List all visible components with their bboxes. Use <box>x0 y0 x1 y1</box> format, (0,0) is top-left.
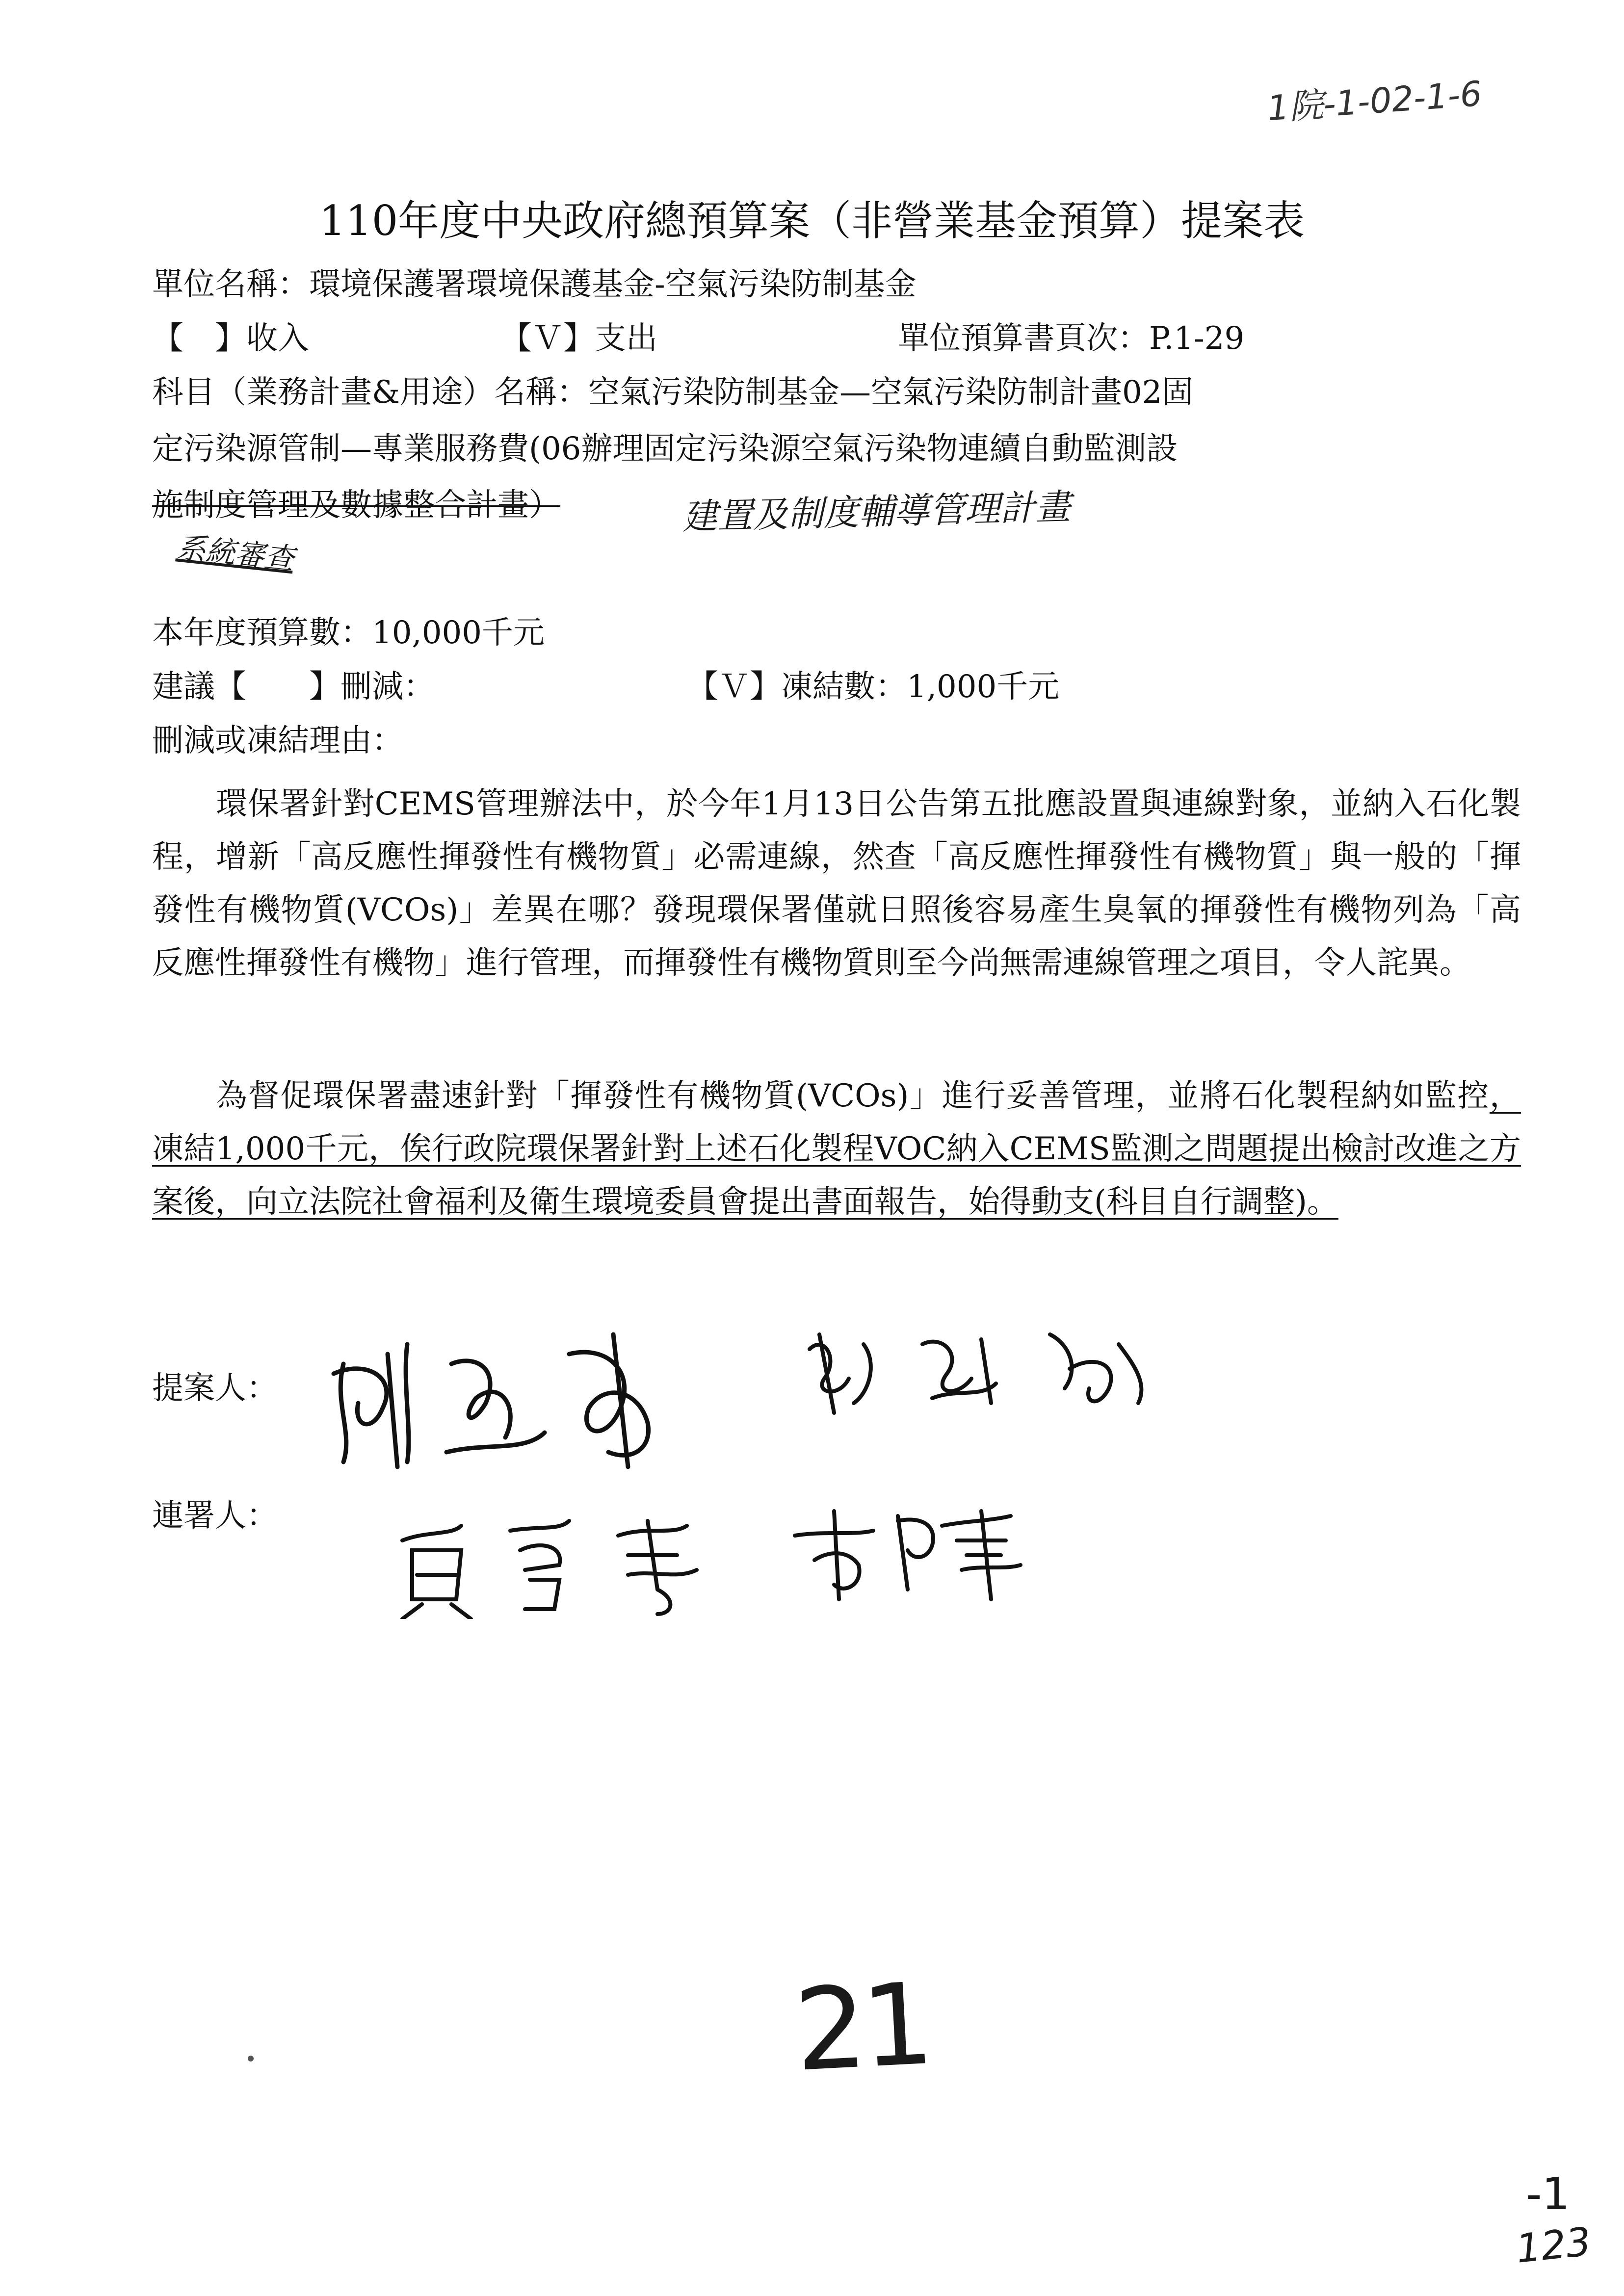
cosigner-signature-2 <box>785 1491 1060 1609</box>
reason-paragraph-2-underlined: ，凍結1,000千元，俟行政院環保署針對上述石化製程VOC納入CEMS監測之問題提出檢討改進之方案後，向立法院社會福利及衛生環境委員會提出書面報告，始得動支(科目自行調整)。 <box>152 1078 1521 1220</box>
income-checkbox: 【 】收入 <box>152 320 309 357</box>
reason-paragraph-1 <box>152 778 1521 990</box>
subject-handwritten-correction: 建置及制度輔導管理計畫 <box>681 486 1072 538</box>
cut-option: 建議【 】刪減： <box>152 669 435 705</box>
archive-code: 1院-1-02-1-6 <box>1265 73 1483 129</box>
reason-paragraph-2 <box>152 1070 1521 1228</box>
form-title: 110年度中央政府總預算案（非營業基金預算）提案表 <box>319 197 1305 245</box>
proposer-signature-2 <box>795 1315 1178 1423</box>
reason-paragraph-1-text: 環保署針對CEMS管理辦法中，於今年1月13日公告第五批應設置與連線對象，並納入石化製程，增新「高反應性揮發性有機物質」必需連線，然查「高反應性揮發性有機物質」與一般的「揮發性有機物質(VCOs)」差異在哪？發現環保署僅就日照後容易產生臭氧的揮發性有機物列為「高反應性揮發性有機物」進行管理，而揮發性有機物質則至今尚無需連線管理之項目，令人詫異。 <box>152 786 1521 981</box>
corner-sheet-number: 123 <box>1514 2218 1594 2272</box>
proposer-signature-1 <box>314 1305 707 1482</box>
reason-paragraph-2-text: 為督促環保署盡速針對「揮發性有機物質(VCOs)」進行妥善管理，並將石化製程納如監控 <box>216 1078 1490 1114</box>
freeze-option: 【Ｖ】凍結數：1,000千元 <box>687 669 1060 705</box>
unit-name: 單位名稱：環境保護署環境保護基金-空氣污染防制基金 <box>152 266 917 303</box>
subject-line-1: 科目（業務計畫&用途）名稱：空氣污染防制基金—空氣污染防制計畫02固 <box>152 374 1194 411</box>
dot-mark <box>248 2056 254 2061</box>
reason-label: 刪減或凍結理由： <box>152 723 403 759</box>
expense-checkbox: 【Ｖ】支出 <box>500 320 657 357</box>
handwritten-page-number: 21 <box>791 1959 932 2097</box>
proposer-label: 提案人： <box>152 1370 278 1407</box>
budget-page-ref: 單位預算書頁次：P.1-29 <box>898 320 1245 357</box>
cosigner-label: 連署人： <box>152 1498 278 1534</box>
corner-mark: -1 <box>1526 2168 1570 2220</box>
cosigner-signature-1 <box>383 1501 726 1619</box>
annual-budget: 本年度預算數：10,000千元 <box>152 615 545 651</box>
handwritten-note: 系統審查 <box>175 530 296 577</box>
subject-line-3-struck: 施制度管理及數據整合計畫） <box>152 487 560 523</box>
subject-line-2: 定污染源管制—專業服務費(06辦理固定污染源空氣污染物連續自動監測設 <box>152 431 1178 467</box>
